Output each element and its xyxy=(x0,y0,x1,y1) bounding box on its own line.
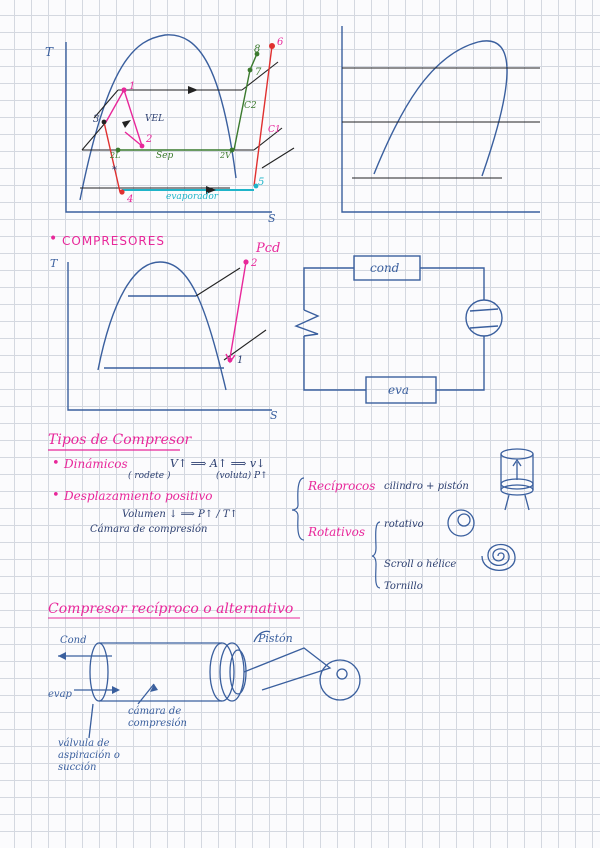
desplazamiento-line2: Cámara de compresión xyxy=(90,524,208,535)
point-5-label: 5 xyxy=(258,177,265,188)
compresor-section-title: Compresor recíproco o alternativo xyxy=(48,601,294,617)
c2-label: C2 xyxy=(244,101,257,111)
bullet-desplazamiento: • xyxy=(52,488,60,503)
point-4-label: 4 xyxy=(127,194,134,205)
vel-label: VEL xyxy=(145,114,165,124)
connecting-rod xyxy=(244,648,330,690)
point-1-label: 1 xyxy=(129,81,136,92)
evap-label: evap xyxy=(48,689,72,700)
cond-label-2: Cond xyxy=(60,635,87,646)
valvula-label: válvula de aspiración o succión xyxy=(58,738,120,773)
point-7-label: 7 xyxy=(255,67,262,78)
axis-t-label-3: T xyxy=(50,257,58,270)
rotativos-item-1: rotativo xyxy=(384,519,424,530)
cond-label: cond xyxy=(370,261,400,275)
bullet-dinamicos: • xyxy=(52,456,60,471)
rotativos-item-3: Tornillo xyxy=(384,581,423,592)
tipos-title: Tipos de Compresor xyxy=(48,432,192,448)
point-3-label: 3 xyxy=(93,114,100,125)
desplazamiento-label: Desplazamiento positivo xyxy=(64,489,213,503)
point-2-label: 2 xyxy=(146,134,153,145)
reciprocos-label: Recíprocos xyxy=(308,479,376,493)
dinamicos-formula: V↑ ⟹ A↑ ⟹ v↓ xyxy=(170,457,266,470)
star-mark: * xyxy=(112,165,117,176)
point-2v-label: 2V xyxy=(220,151,231,160)
sep-label: Sep xyxy=(156,151,174,161)
evaporador-label: evaporador xyxy=(166,192,219,202)
bullet-compresores: • xyxy=(49,231,58,247)
axis-t-label-1: T xyxy=(45,45,54,59)
camara-label: cámara de compresión xyxy=(128,706,187,729)
section-title-compresores: COMPRESORES xyxy=(62,234,165,248)
piston-label: Pistón xyxy=(258,632,293,645)
dinamicos-label: Dinámicos xyxy=(64,457,128,471)
axis-s-label-1: S xyxy=(268,212,276,225)
eva-label: eva xyxy=(388,383,410,397)
c1-label: C1 xyxy=(268,125,281,135)
point-2l-label: 2L xyxy=(110,151,121,160)
desplazamiento-line1: Volumen ↓ ⟹ P↑ / T↑ xyxy=(122,509,238,520)
valve-end xyxy=(90,643,108,701)
axis-s-label-3: S xyxy=(270,409,278,422)
reciprocos-desc: cilindro + pistón xyxy=(384,481,469,492)
point-8-label: 8 xyxy=(254,44,261,55)
pcd-label: Pcd xyxy=(256,241,281,256)
dinamicos-sub2: (voluta) P↑ xyxy=(216,471,268,481)
dinamicos-sub1: ( rodete ) xyxy=(128,471,171,481)
point-1-label-3: 1 xyxy=(237,355,244,366)
point-2-label-3: 2 xyxy=(251,258,258,269)
rotativos-item-2: Scroll o hélice xyxy=(384,559,457,570)
point-6-label: 6 xyxy=(277,37,284,48)
crank-wheel xyxy=(320,660,360,700)
rotativos-label: Rotativos xyxy=(308,525,366,539)
